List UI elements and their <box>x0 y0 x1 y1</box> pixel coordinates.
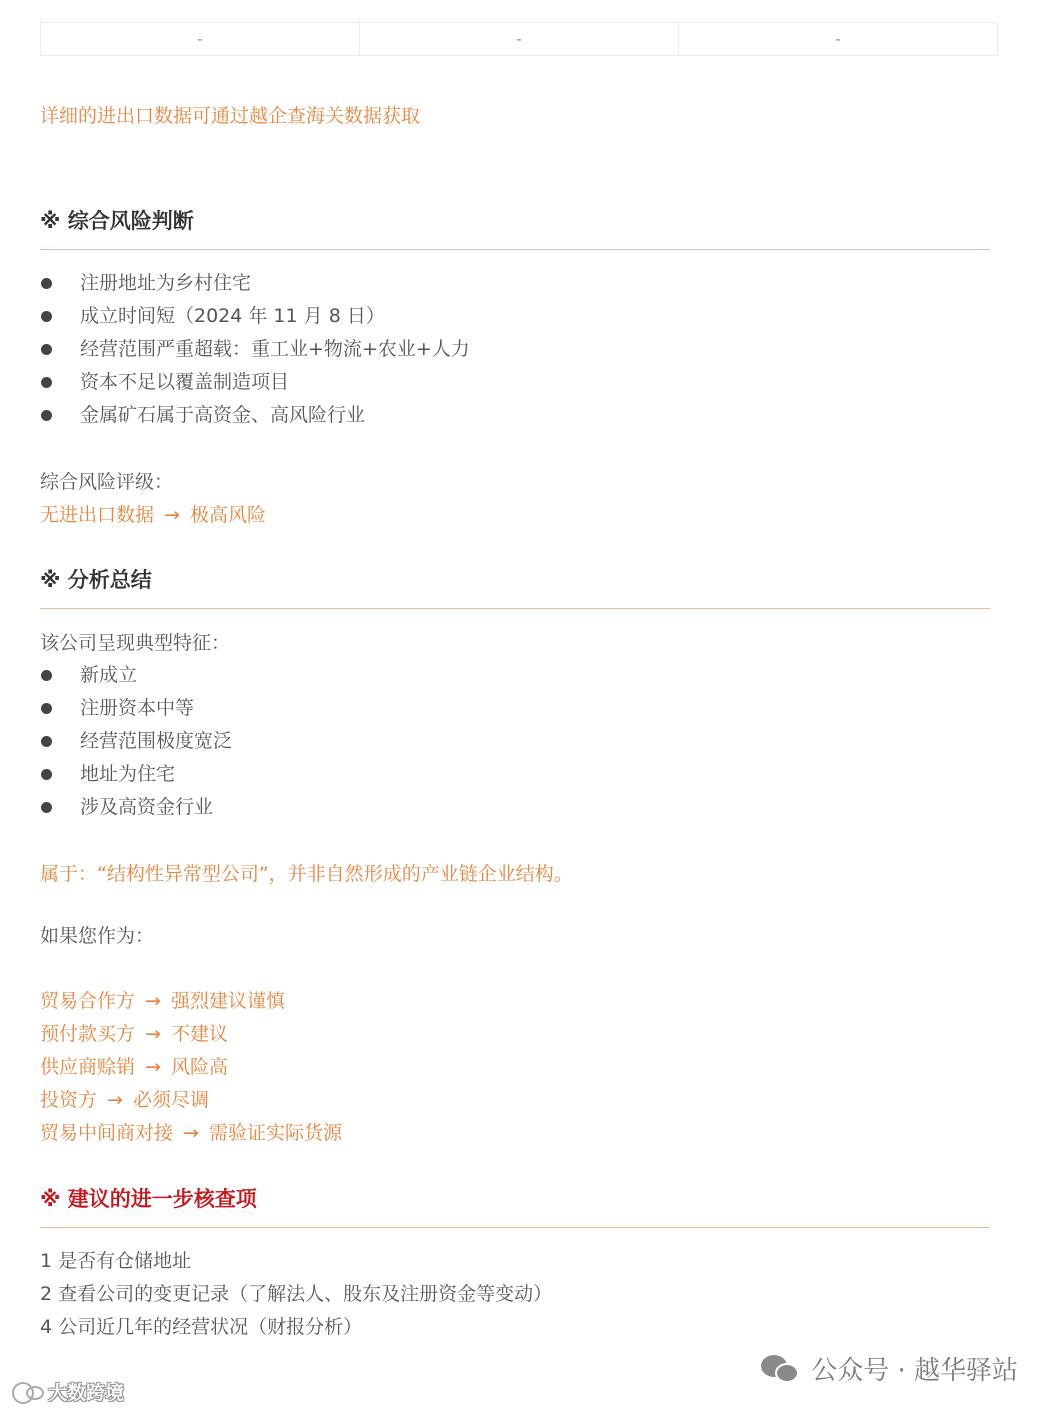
check-list <box>40 1245 552 1344</box>
risk-rating <box>40 503 266 527</box>
wechat-account-watermark <box>761 1350 1018 1387</box>
arrow-icon: → <box>107 1089 123 1111</box>
advice-role: 贸易合作方 <box>40 990 136 1012</box>
table-cell: - <box>360 23 679 55</box>
risk-rating-condition: 无进出口数据 <box>40 504 155 526</box>
arrow-icon: → <box>145 1056 161 1078</box>
advice-text: 风险高 <box>170 1056 228 1078</box>
list-item: 注册地址为乡村住宅 <box>40 267 470 300</box>
advice-text: 必须尽调 <box>132 1089 209 1111</box>
risk-rating-result: 极高风险 <box>189 504 266 526</box>
advice-text: 不建议 <box>170 1023 228 1045</box>
advice-text: 需验证实际货源 <box>208 1122 342 1144</box>
summary-bullet-list <box>40 659 232 824</box>
advice-item <box>40 1051 342 1084</box>
wechat-icon <box>761 1353 801 1385</box>
list-item: 新成立 <box>40 659 232 692</box>
section-divider <box>40 1227 990 1228</box>
section-title-risk: ※ 综合风险判断 <box>40 209 194 233</box>
advice-item <box>40 985 342 1018</box>
list-item: 资本不足以覆盖制造项目 <box>40 366 470 399</box>
arrow-icon: → <box>164 504 180 526</box>
list-item: 金属矿石属于高资金、高风险行业 <box>40 399 470 432</box>
advice-item <box>40 1117 342 1150</box>
list-item: 1 是否有仓储地址 <box>40 1250 192 1272</box>
advice-list <box>40 985 342 1150</box>
table-cell: - <box>835 30 841 48</box>
arrow-icon: → <box>183 1122 199 1144</box>
risk-bullet-list <box>40 267 470 432</box>
arrow-icon: → <box>145 1023 161 1045</box>
advice-item <box>40 1084 342 1117</box>
section-title-summary: ※ 分析总结 <box>40 568 152 592</box>
list-item: 4 公司近几年的经营状况（财报分析） <box>40 1316 363 1338</box>
list-item: 2 查看公司的变更记录（了解法人、股东及注册资金等变动） <box>40 1283 553 1305</box>
risk-rating-label: 综合风险评级： <box>40 471 174 493</box>
summary-conclusion: 属于：“结构性异常型公司”，并非自然形成的产业链企业结构。 <box>40 863 573 885</box>
list-item: 地址为住宅 <box>40 758 232 791</box>
arrow-icon: → <box>145 990 161 1012</box>
list-item: 经营范围极度宽泛 <box>40 725 232 758</box>
list-item: 成立时间短（2024 年 11 月 8 日） <box>40 300 470 333</box>
wechat-account-text: 公众号 · 越华驿站 <box>811 1356 1018 1386</box>
advice-item <box>40 1018 342 1051</box>
summary-intro: 该公司呈现典型特征： <box>40 632 231 654</box>
table-cell: - <box>41 23 360 55</box>
watermark-logo-icon <box>10 1380 44 1404</box>
section-divider <box>40 249 990 250</box>
data-table-row <box>40 22 998 56</box>
list-item: 涉及高资金行业 <box>40 791 232 824</box>
advice-role: 贸易中间商对接 <box>40 1122 174 1144</box>
section-divider <box>40 608 990 609</box>
if-you-are-label: 如果您作为： <box>40 925 155 947</box>
source-watermark <box>10 1378 124 1405</box>
advice-role: 供应商赊销 <box>40 1056 136 1078</box>
advice-role: 预付款买方 <box>40 1023 136 1045</box>
list-item: 经营范围严重超载：重工业+物流+农业+人力 <box>40 333 470 366</box>
advice-text: 强烈建议谨慎 <box>170 990 285 1012</box>
customs-data-note: 详细的进出口数据可通过越企查海关数据获取 <box>40 105 421 127</box>
watermark-text: 大数跨境 <box>48 1382 125 1404</box>
section-title-checks: ※ 建议的进一步核查项 <box>40 1187 257 1211</box>
list-item: 注册资本中等 <box>40 692 232 725</box>
advice-role: 投资方 <box>40 1089 98 1111</box>
